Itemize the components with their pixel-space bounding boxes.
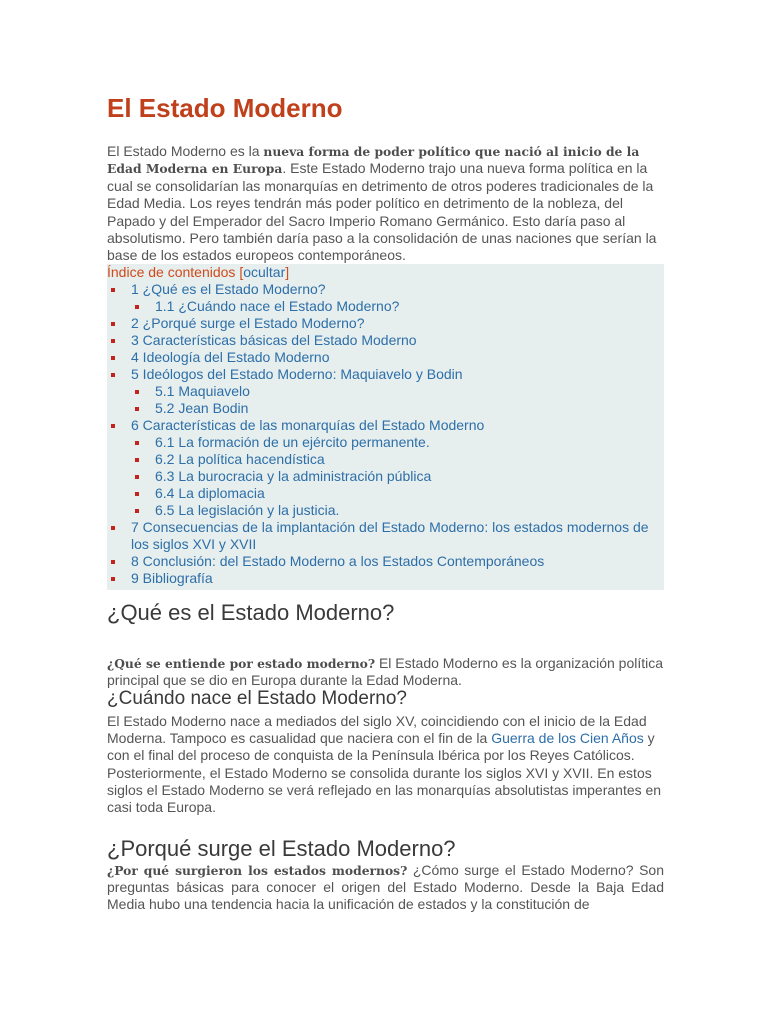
toc-item-label[interactable]: 6 Características de las monarquías del Estado Moderno xyxy=(131,417,485,433)
que-es-text: El Estado Moderno es la organización política principal que se dio en Europa durante la Edad Moderna. xyxy=(107,655,664,689)
toc-item-label[interactable]: 4 Ideología del Estado Moderno xyxy=(131,349,330,365)
toc-item[interactable] xyxy=(107,332,664,349)
bullet-icon xyxy=(135,509,139,513)
cuando-text-before: El Estado Moderno nace a mediados del siglo XV, coincidiendo con el inicio de la Edad Moderna. Tampoco es casualidad que naciera con el fin de la xyxy=(107,713,647,747)
bullet-icon xyxy=(111,339,115,343)
bullet-icon xyxy=(111,356,115,360)
que-es-paragraph xyxy=(107,655,664,689)
toc-item[interactable] xyxy=(107,349,664,366)
toc-bracket-close: ] xyxy=(285,264,290,280)
toc-item[interactable] xyxy=(107,298,664,315)
toc-item[interactable] xyxy=(107,281,664,298)
cuando-paragraph xyxy=(107,713,664,816)
toc-item[interactable] xyxy=(107,570,664,587)
toc-list xyxy=(107,281,664,587)
intro-emphasis: nueva forma de poder político que nació al inicio de la Edad Moderna en Europa xyxy=(107,144,640,177)
toc-item[interactable] xyxy=(107,400,664,417)
heading-cuando: ¿Cuándo nace el Estado Moderno? xyxy=(107,688,407,709)
bullet-icon xyxy=(135,492,139,496)
toc-title: Índice de contenidos xyxy=(107,264,236,280)
porque-question: ¿Por qué surgieron los estados modernos? xyxy=(107,863,408,878)
toc-item[interactable] xyxy=(107,468,664,485)
toc-item-label[interactable]: 1.1 ¿Cuándo nace el Estado Moderno? xyxy=(155,298,400,314)
toc-header xyxy=(107,264,664,281)
toc-item[interactable] xyxy=(107,383,664,400)
page-title: El Estado Moderno xyxy=(107,93,343,123)
toc-item[interactable] xyxy=(107,434,664,451)
bullet-icon xyxy=(135,441,139,445)
toc-item[interactable] xyxy=(107,366,664,383)
toc-item-label[interactable]: 6.5 La legislación y la justicia. xyxy=(155,502,340,518)
toc-item[interactable] xyxy=(107,451,664,468)
heading-porque: ¿Porqué surge el Estado Moderno? xyxy=(107,836,456,861)
toc-item[interactable] xyxy=(107,553,664,570)
toc-item-label[interactable]: 9 Bibliografía xyxy=(131,570,213,586)
bullet-icon xyxy=(111,288,115,292)
bullet-icon xyxy=(111,373,115,377)
toc-item-label[interactable]: 3 Características básicas del Estado Moderno xyxy=(131,332,417,348)
heading-que-es: ¿Qué es el Estado Moderno? xyxy=(107,600,395,625)
intro-rest: . Este Estado Moderno trajo una nueva forma política en la cual se consolidarían las monarquías en detrimento de otros poderes tradicionales de la Edad Media. Los reyes tendrán más poder político en detrimento de la nobleza, del Papado y del Emperador del Sacro Imperio Romano Germánico. Esto daría paso al absolutismo. Pero también daría paso a la consolidación de unas naciones que serían la base de los estados europeos contemporáneos. xyxy=(107,160,657,264)
toc-item-label[interactable]: 7 Consecuencias de la implantación del Estado Moderno: los estados modernos de los siglos XVI y XVII xyxy=(131,519,649,552)
guerra-cien-anos-link[interactable]: Guerra de los Cien Años xyxy=(491,730,644,747)
bullet-icon xyxy=(135,458,139,462)
bullet-icon xyxy=(111,322,115,326)
cuando-text-after: y con el final del proceso de conquista de la Península Ibérica por los Reyes Católicos. Posteriormente, el Estado Moderno se consolida durante los siglos XVI y XVII. En estos siglos el Estado Moderno se verá reflejado en las monarquías absolutistas imperantes en casi toda Europa. xyxy=(107,730,662,816)
toc-item[interactable] xyxy=(107,485,664,502)
bullet-icon xyxy=(111,526,115,530)
toc-item-label[interactable]: 5.1 Maquiavelo xyxy=(155,383,250,399)
toc-item-label[interactable]: 5.2 Jean Bodin xyxy=(155,400,249,416)
toc-bracket-open: [ xyxy=(239,264,244,280)
toc-item-label[interactable]: 8 Conclusión: del Estado Moderno a los Estados Contemporáneos xyxy=(131,553,545,569)
toc-item[interactable] xyxy=(107,315,664,332)
toc-item[interactable] xyxy=(107,417,664,434)
porque-text: ¿Cómo surge el Estado Moderno? Son preguntas básicas para conocer el origen del Estado Moderno. Desde la Baja Edad Media hubo una tendencia hacia la unificación de estados y la constitución de xyxy=(107,862,664,913)
toc-hide-link[interactable]: ocultar xyxy=(243,264,286,280)
toc-item-label[interactable]: 6.1 La formación de un ejército permanente. xyxy=(155,434,430,450)
toc-item-label[interactable]: 2 ¿Porqué surge el Estado Moderno? xyxy=(131,315,365,331)
que-es-question: ¿Qué se entiende por estado moderno? xyxy=(107,656,376,671)
bullet-icon xyxy=(135,390,139,394)
bullet-icon xyxy=(111,424,115,428)
bullet-icon xyxy=(111,560,115,564)
porque-paragraph xyxy=(107,862,664,914)
toc-item-label[interactable]: 1 ¿Qué es el Estado Moderno? xyxy=(131,281,326,297)
intro-lead: El Estado Moderno es la xyxy=(107,143,264,159)
table-of-contents xyxy=(107,264,664,590)
bullet-icon xyxy=(135,407,139,411)
toc-item[interactable] xyxy=(107,502,664,519)
bullet-icon xyxy=(135,305,139,309)
bullet-icon xyxy=(111,577,115,581)
toc-item-label[interactable]: 6.3 La burocracia y la administración pública xyxy=(155,468,432,484)
toc-item[interactable] xyxy=(107,519,664,553)
toc-item-label[interactable]: 5 Ideólogos del Estado Moderno: Maquiavelo y Bodin xyxy=(131,366,463,382)
intro-paragraph xyxy=(107,143,664,265)
toc-item-label[interactable]: 6.2 La política hacendística xyxy=(155,451,325,467)
bullet-icon xyxy=(135,475,139,479)
toc-item-label[interactable]: 6.4 La diplomacia xyxy=(155,485,265,501)
